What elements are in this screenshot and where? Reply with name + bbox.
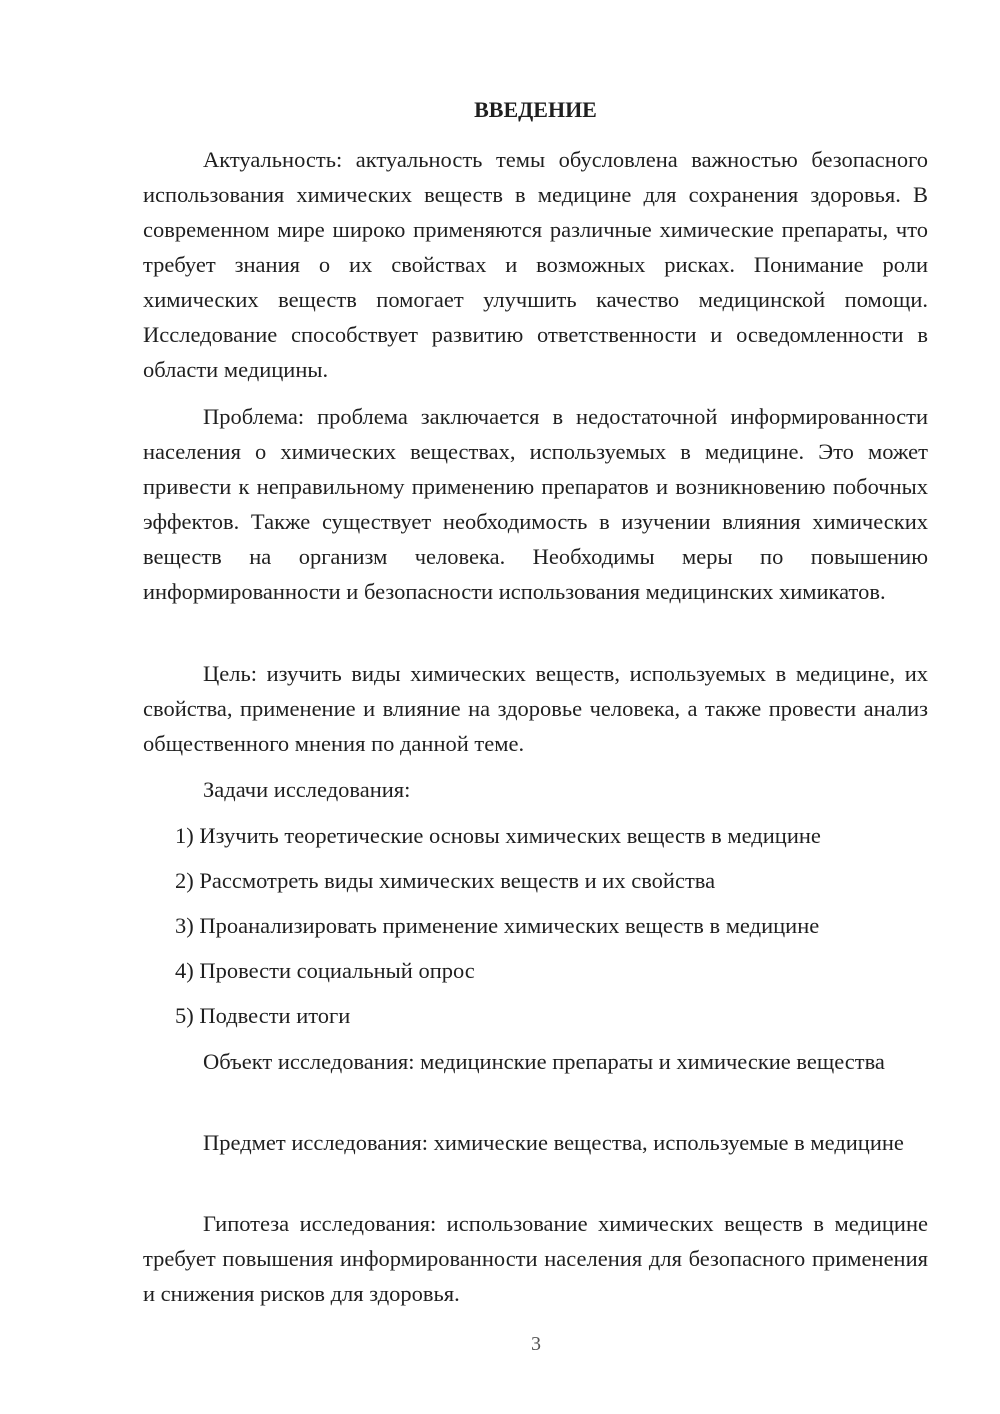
paragraph-relevance: Актуальность: актуальность темы обусловлена важностью безопасного использования химических веществ в медицине для сохранения здоровья. В современном мире широко применяются различные химические препараты, что требует знания о их свойствах и возможных рисках. Понимание роли химических веществ помогает улучшить качество медицинской помощи. Исследование способствует развитию ответственности и осведомленности в области медицины. bbox=[143, 147, 928, 382]
task-item-4: 4) Провести социальный опрос bbox=[175, 958, 475, 983]
task-item-1: 1) Изучить теоретические основы химических веществ в медицине bbox=[175, 823, 821, 848]
section-title: ВВЕДЕНИЕ bbox=[474, 97, 597, 122]
paragraph-object: Объект исследования: медицинские препараты и химические вещества bbox=[203, 1049, 885, 1074]
task-item-3: 3) Проанализировать применение химических веществ в медицине bbox=[175, 913, 820, 938]
tasks-heading: Задачи исследования: bbox=[203, 777, 411, 802]
paragraph-goal: Цель: изучить виды химических веществ, используемых в медицине, их свойства, применение и влияние на здоровье человека, а также провести анализ общественного мнения по данной теме. bbox=[143, 661, 928, 756]
paragraph-hypothesis: Гипотеза исследования: использование химических веществ в медицине требует повышения информированности населения для безопасного применения и снижения рисков для здоровья. bbox=[143, 1211, 928, 1306]
task-item-2: 2) Рассмотреть виды химических веществ и их свойства bbox=[175, 868, 716, 893]
paragraph-subject: Предмет исследования: химические вещества, используемые в медицине bbox=[203, 1130, 904, 1155]
paragraph-problem: Проблема: проблема заключается в недостаточной информированности населения о химических веществах, используемых в медицине. Это может привести к неправильному применению препаратов и возникновению побочных эффектов. Также существует необходимость в изучении влияния химических веществ на организм человека. Необходимы меры по повышению информированности и безопасности использования медицинских химикатов. bbox=[143, 404, 928, 604]
task-item-5: 5) Подвести итоги bbox=[175, 1003, 351, 1028]
page-number: 3 bbox=[531, 1333, 541, 1355]
